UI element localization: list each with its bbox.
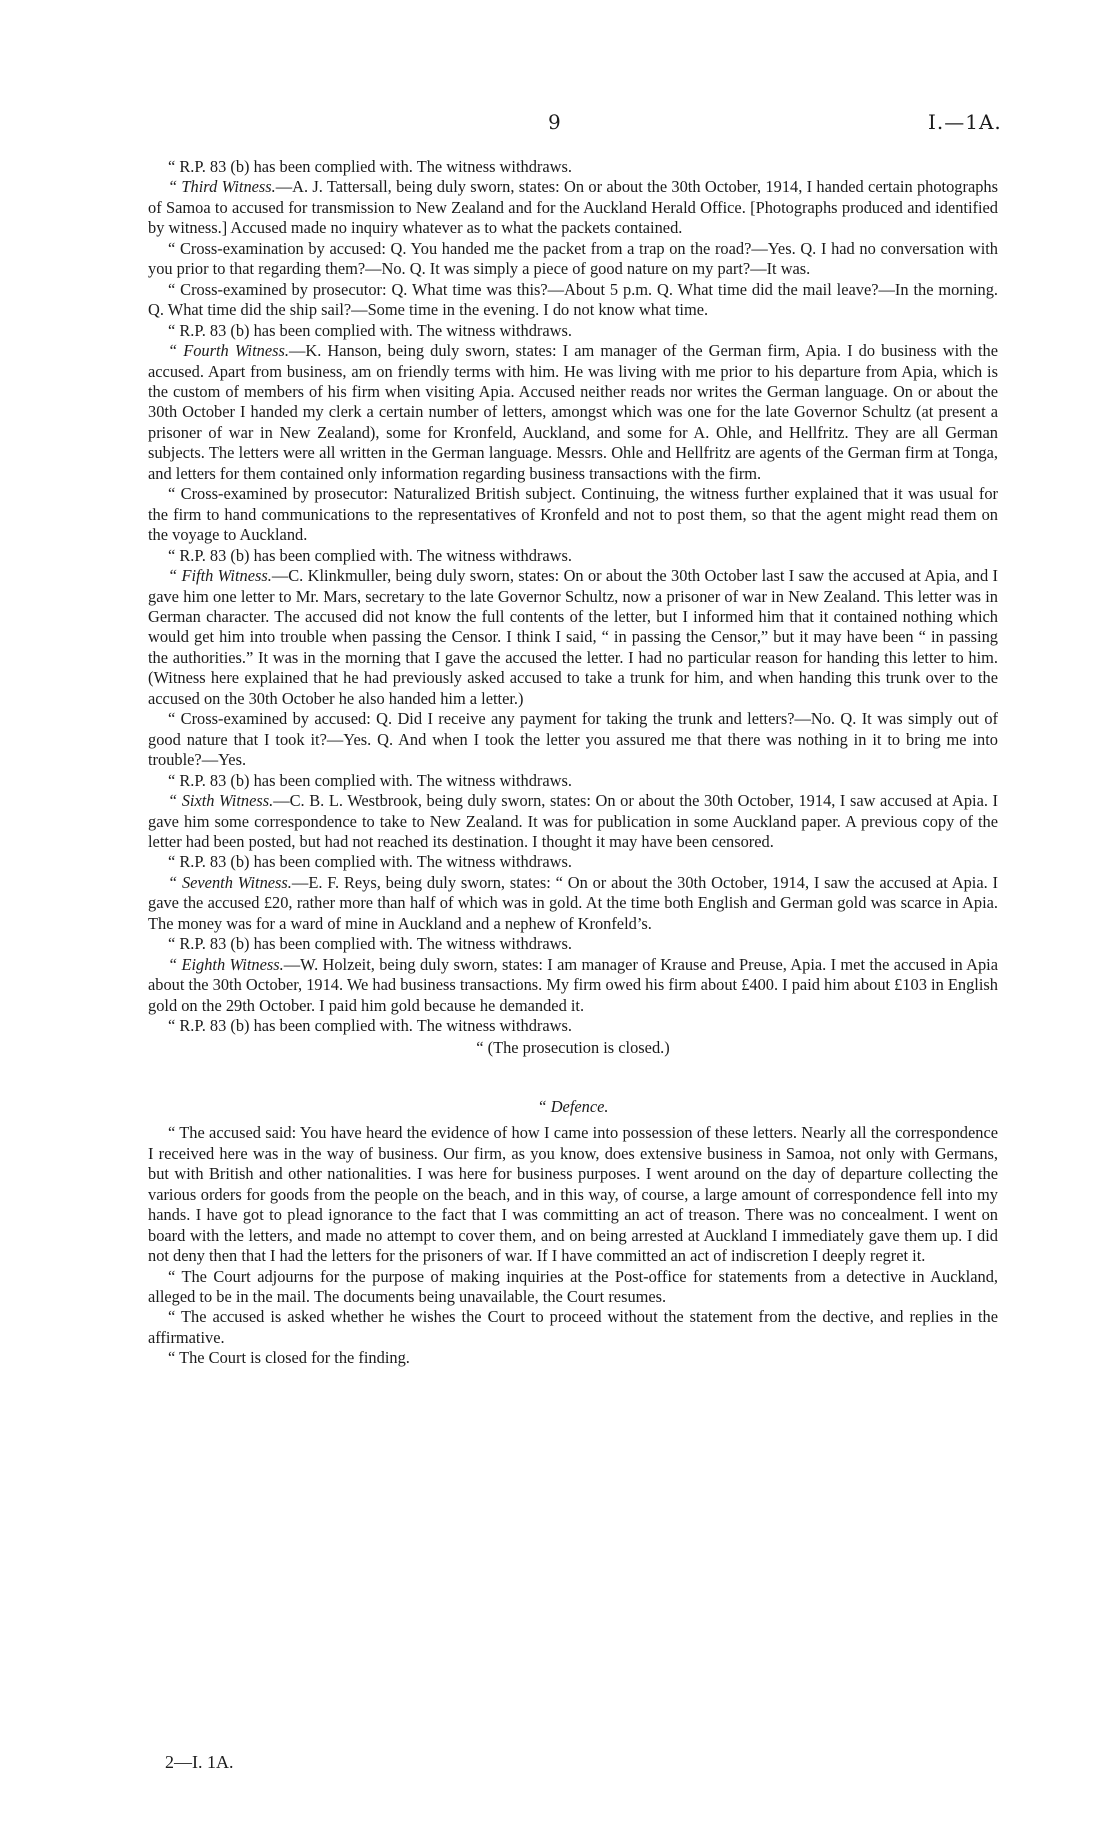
paragraph-text: “ R.P. 83 (b) has been complied with. The witness withdraws. — [168, 770, 572, 790]
witness-lead: “ Seventh Witness. — [168, 872, 292, 892]
paragraph-text: —E. F. Reys, being duly sworn, states: “ On or about the 30th October, 1914, I saw the accused at Apia. I gave the accused £20, rather more than half of which was in gold. At the time both English and German gold was scarce in Apia. The money was for a ward of mine in Auckland and a nephew of Kronfeld’s. — [148, 872, 998, 933]
prosecution-closed-note: “ (The prosecution is closed.) — [476, 1038, 670, 1058]
defence-paragraph: “ The Court is closed for the finding. — [168, 1348, 410, 1368]
paragraph-text: “ Cross-examined by prosecutor: Naturalized British subject. Continuing, the witness further explained that it was usual for the firm to hand communications to the representatives of Kronfeld and not to post them, so that the agent might read them on the voyage to Auckland. — [148, 484, 998, 545]
paragraph — [148, 934, 998, 954]
paragraph — [148, 873, 998, 934]
document-body — [148, 157, 998, 1369]
paragraph — [148, 771, 998, 791]
paragraph-text: “ R.P. 83 (b) has been complied with. The witness withdraws. — [168, 852, 572, 872]
paragraph — [148, 177, 998, 238]
paragraph-text: “ R.P. 83 (b) has been complied with. The witness withdraws. — [168, 157, 572, 176]
paragraph-text: —W. Holzeit, being duly sworn, states: I am manager of Krause and Preuse, Apia. I met the accused in Apia about the 30th October, 1914. We had business transactions. My firm owed his firm about £400. I paid him about £103 in English gold on the 29th October. I paid him gold because he demanded it. — [148, 954, 999, 1015]
defence-paragraph: “ The accused said: You have heard the evidence of how I came into possession of these letters. Nearly all the correspondence I received here was in the way of business. Our firm, as you know, does extensive business in Samoa, not only with Germans, but with British and other nationalities. I was here for business purposes. I went around on the day of departure collecting the various orders for goods from the people on the beach, and in this way, of course, a large amount of correspondence fell into my hands. I have got to plead ignorance to the fact that I was committing an act of treason. There was no concealment. I went on board with the letters, and made no attempt to cover them, and on being arrested at Auckland I immediately gave them up. I did not deny then that I had the letters for the prisoners of war. If I have committed an act of indiscretion I deeply regret it. — [148, 1123, 998, 1266]
paragraph — [148, 791, 998, 852]
paragraph — [148, 955, 998, 1016]
witness-lead: “ Fourth Witness. — [168, 341, 289, 361]
paragraph — [148, 239, 998, 280]
paragraph — [148, 484, 998, 545]
paragraph — [148, 1016, 998, 1036]
paragraph — [148, 709, 998, 770]
witness-lead: “ Third Witness. — [168, 177, 276, 197]
paragraph-text: “ Cross-examination by accused: Q. You handed me the packet from a trap on the road?—Yes. Q. I had no conversation with you prior to that regarding them?—No. Q. It was simply a piece of good nature on my part?—It was. — [148, 238, 998, 279]
paragraph-text: “ Cross-examined by accused: Q. Did I receive any payment for taking the trunk and letters?—No. Q. It was simply out of good nature that I took it?—Yes. Q. And when I took the letter you assured me that there was nothing in it to bring me into trouble?—Yes. — [148, 709, 998, 770]
paragraph — [148, 280, 998, 321]
paragraph-text: “ Cross-examined by prosecutor: Q. What time was this?—About 5 p.m. Q. What time did the mail leave?—In the morning. Q. What time did the ship sail?—Some time in the evening. I do not know what time. — [148, 279, 998, 320]
signature-mark: 2—I. 1A. — [165, 1752, 234, 1772]
paragraph-text: —C. B. L. Westbrook, being duly sworn, states: On or about the 30th October, 1914, I saw accused at Apia. I gave him some correspondence to take to New Zealand. It was for publication in some Auckland paper. A previous copy of the letter had been posted, but had not reached its destination. I thought it may have been censored. — [148, 791, 998, 851]
paragraph-text: —A. J. Tattersall, being duly sworn, states: On or about the 30th October, 1914, I handed certain photographs of Samoa to accused for transmission to New Zealand and for the Auckland Herald Office. [Photographs produced and identified by witness.] Accused made no inquiry whatever as to what the packets contained. — [148, 177, 998, 238]
paragraph-text: “ R.P. 83 (b) has been complied with. The witness withdraws. — [168, 1016, 572, 1036]
paragraph — [148, 546, 998, 566]
paragraph — [148, 321, 998, 341]
defence-paragraph: “ The accused is asked whether he wishes the Court to proceed without the statement from the dective, and replies in the affirmative. — [148, 1307, 998, 1347]
paragraph-text: “ R.P. 83 (b) has been complied with. The witness withdraws. — [168, 320, 572, 340]
paragraph-text: —K. Hanson, being duly sworn, states: I am manager of the German firm, Apia. I do business with the accused. Apart from business, am on friendly terms with him. He was living with me prior to his departure from Apia, which is the custom of members of his firm when visiting Apia. Accused neither reads nor writes the German language. On or about the 30th October I handed my clerk a certain number of letters, amongst which was one for the late Governor Schultz (at present a prisoner of war in New Zealand), some for Kronfeld, Auckland, and some for A. Ohle, and Hellfritz. They are all German subjects. The letters were all written in the German language. Messrs. Ohle and Hellfritz are agents of the German firm at Tonga, and letters for them contained only information regarding business transactions with the firm. — [148, 341, 998, 483]
witness-lead: “ Fifth Witness. — [168, 566, 272, 586]
paragraph — [148, 157, 998, 177]
page-number: 9 — [548, 110, 561, 134]
defence-heading: “ Defence. — [537, 1096, 609, 1116]
document-reference: I.—1A. — [928, 110, 1002, 134]
paragraph-text: “ R.P. 83 (b) has been complied with. The witness withdraws. — [168, 545, 572, 565]
paragraph — [148, 341, 998, 484]
paragraph-text: “ R.P. 83 (b) has been complied with. The witness withdraws. — [168, 934, 572, 954]
paragraph — [148, 566, 998, 709]
defence-paragraph: “ The Court adjourns for the purpose of making inquiries at the Post-office for statements from a detective in Auckland, alleged to be in the mail. The documents being unavailable, the Court resumes. — [148, 1266, 998, 1307]
witness-lead: “ Sixth Witness. — [168, 791, 274, 811]
paragraph-text: —C. Klinkmuller, being duly sworn, states: On or about the 30th October last I saw the accused at Apia, and I gave him one letter to Mr. Mars, secretary to the late Governor Schultz, now a prisoner of war in New Zealand. This letter was in German character. The accused did not know the full contents of the letter, but I informed him that it contained nothing which would get him into trouble when passing the Censor. I think I said, “ in passing the Censor,” but it may have been “ in passing the authorities.” It was in the morning that I gave the accused the letter. I had no particular reason for handing this letter to him. (Witness here explained that he had previously asked accused to take a trunk for him, and when handing this trunk over to the accused on the 30th October he also handed him a letter.) — [148, 566, 998, 708]
witness-lead: “ Eighth Witness. — [168, 954, 284, 974]
paragraph — [148, 852, 998, 872]
